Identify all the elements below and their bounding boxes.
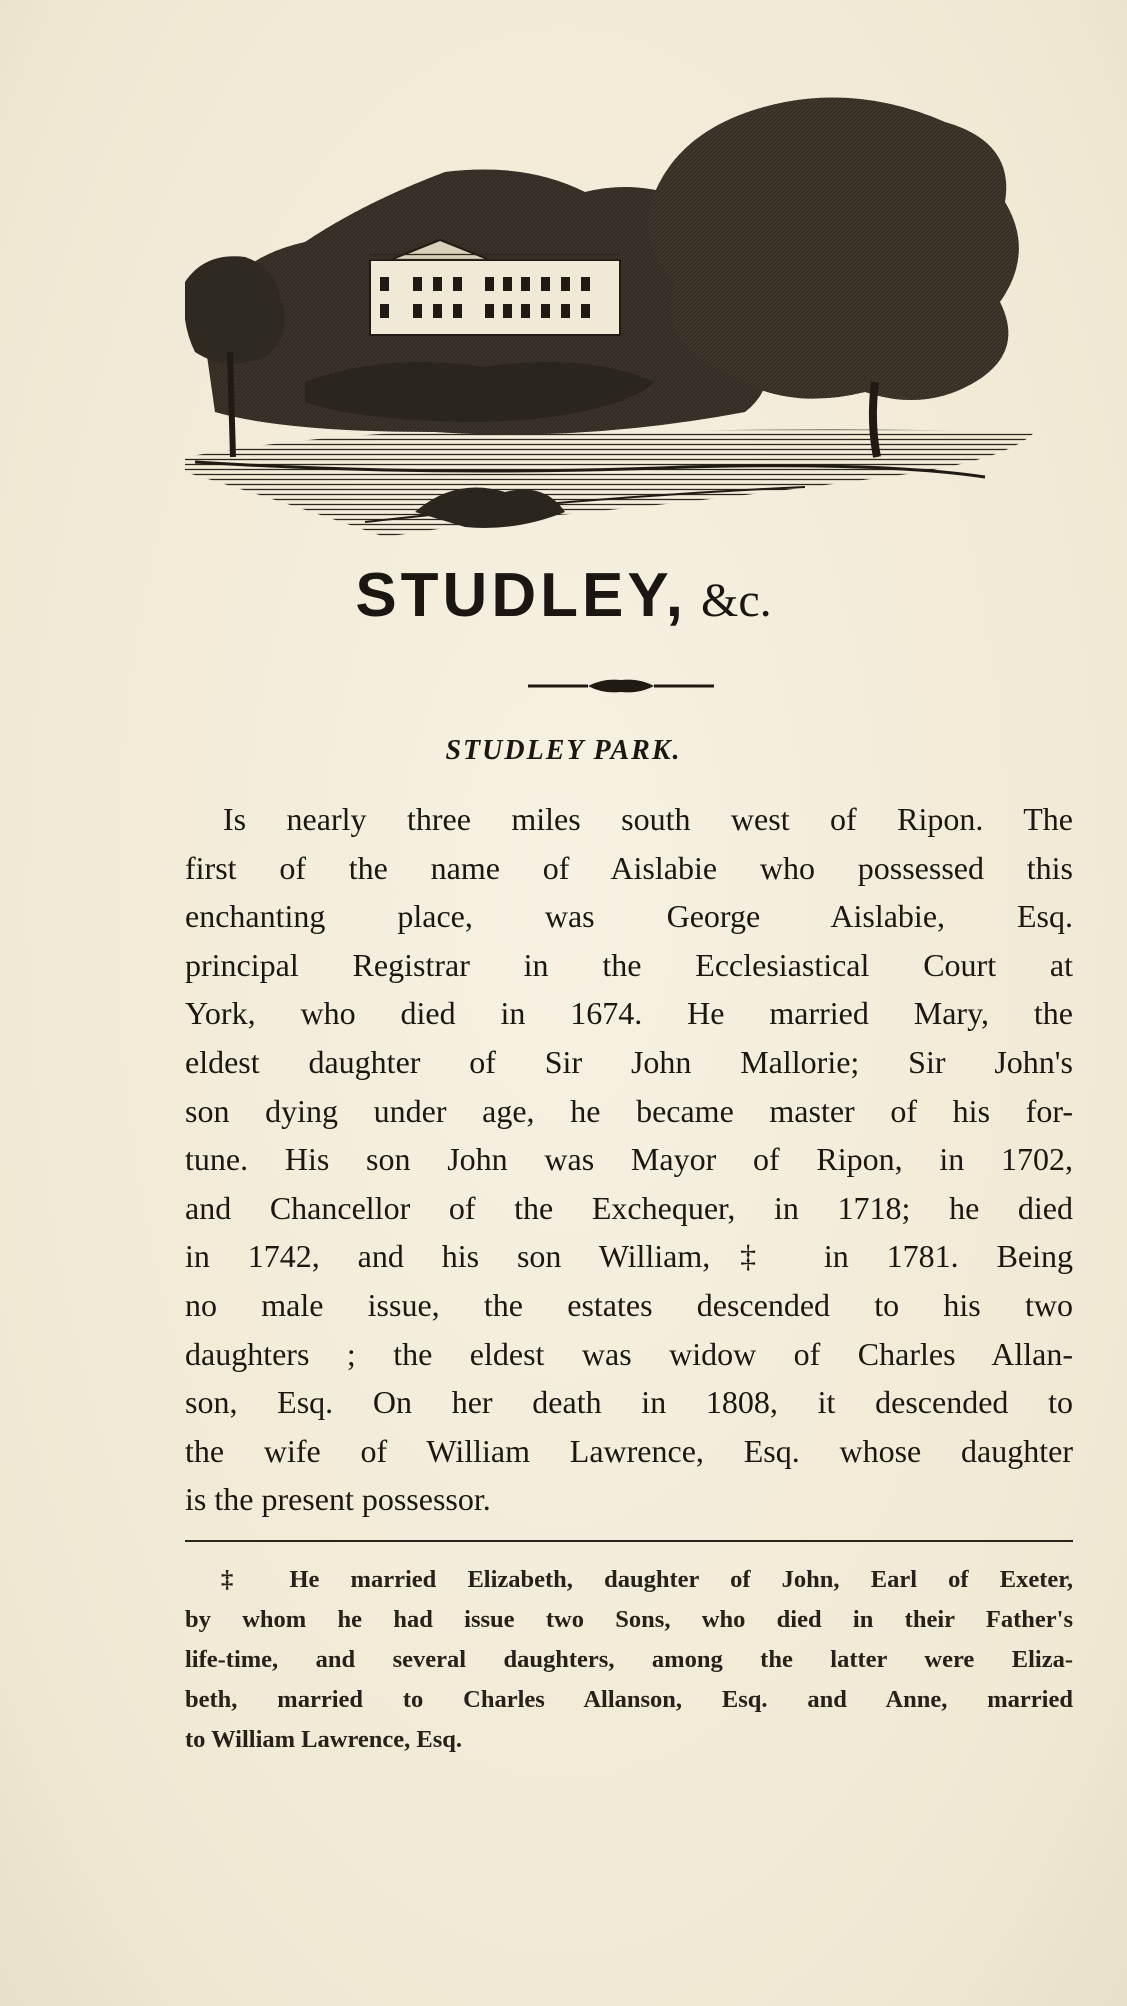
footnote <box>185 1560 1073 1760</box>
body-line: son dying under age, he became master of his for- <box>185 1092 1073 1129</box>
title-text: STUDLEY, <box>355 561 688 630</box>
title-suffix: &c. <box>701 574 772 627</box>
body-line: no male issue, the estates descended to his two <box>185 1286 1073 1323</box>
body-line: York, who died in 1674. He married Mary, the <box>185 995 1073 1032</box>
body-line: in 1742, and his son William,‡ in 1781. Being <box>185 1238 1073 1275</box>
footnote-line: by whom he had issue two Sons, who died in their Father's <box>185 1606 1073 1633</box>
footnote-rule <box>185 1540 1073 1542</box>
body-line: enchanting place, was George Aislabie, Esq. <box>185 898 1073 935</box>
body-line: principal Registrar in the Ecclesiastical Court at <box>185 946 1073 983</box>
body-line: Is nearly three miles south west of Ripon. The <box>223 801 1073 837</box>
woodcut-house-icon <box>185 82 1040 542</box>
country-house-illustration <box>185 82 1040 542</box>
page-title <box>0 560 1127 631</box>
body-line: daughters ; the eldest was widow of Charles Allan- <box>185 1335 1073 1372</box>
body-line: son, Esq. On her death in 1808, it descended to <box>185 1384 1073 1421</box>
body-line: first of the name of Aislabie who possessed this <box>185 849 1073 886</box>
body-line: is the present possessor. <box>185 1481 491 1518</box>
footnote-line: beth, married to Charles Allanson, Esq. and Anne, married <box>185 1686 1073 1713</box>
footnote-line: life-time, and several daughters, among the latter were Eliza- <box>185 1646 1073 1673</box>
body-line: and Chancellor of the Exchequer, in 1718; he died <box>185 1189 1073 1226</box>
footnote-line: to William Lawrence, Esq. <box>185 1726 463 1753</box>
section-heading: STUDLEY PARK. <box>445 735 682 766</box>
footnote-line: ‡ He married Elizabeth, daughter of John, Earl of Exeter, <box>221 1566 1073 1593</box>
body-line: the wife of William Lawrence, Esq. whose daughter <box>185 1432 1073 1469</box>
body-text <box>185 795 1073 1524</box>
body-line: tune. His son John was Mayor of Ripon, in 1702, <box>185 1141 1073 1178</box>
body-line: eldest daughter of Sir John Mallorie; Sir John's <box>185 1043 1073 1080</box>
ornament-divider-icon <box>528 674 714 698</box>
